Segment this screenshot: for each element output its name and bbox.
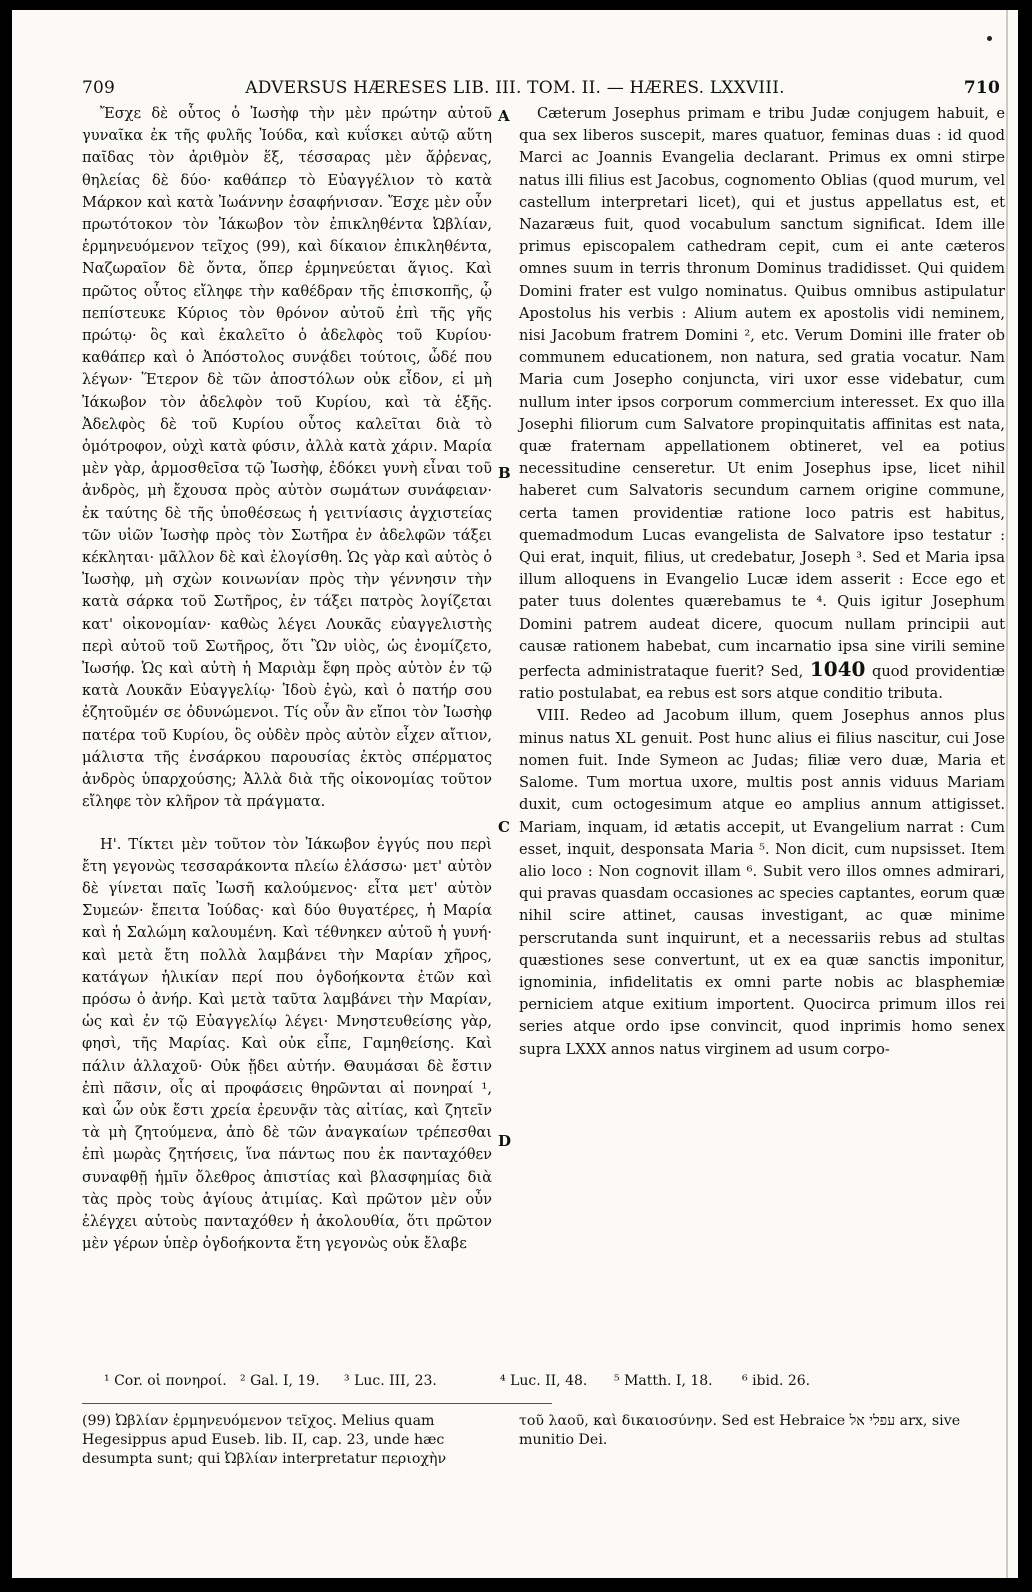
margin-letter-b: B <box>498 464 511 482</box>
ink-speck <box>987 36 992 41</box>
column-number: 1040 <box>809 657 866 682</box>
latin-column <box>519 103 1005 1061</box>
running-header <box>12 78 1018 102</box>
book-page <box>12 10 1018 1578</box>
greek-column <box>82 103 492 1255</box>
editor-note-left <box>82 1412 492 1469</box>
latin-paragraph-2: VIII. Redeo ad Jacobum illum, quem Josephus annos plus minus natus XL genuit. Post hunc alius ei filius nascitur, cui Jose nomen fuit. Inde Symeon ac Judas; filiæ vero duæ, Maria et Salome. Tum mortua uxore, multis post annis viduus Mariam duxit, cum octogesimum atque eo amplius annum attigisset. Mariam, inquam, id ætatis accepit, ut Evangelium narrat : Cum esset, inquit, desponsata Maria ⁵. Non dicit, cum nupsisset. Item alio loco : Non cognovit illam ⁶. Subit vero illos omnes admirari, qui pravas quasdam occasiones ac species captantes, eorum quæ nihil scire attinet, causas investigant, ac quæ minime perscrutanda sunt inquirunt, et a necessariis rebus ad stultas quæstiones sese convertunt, ut ex ea quæ sanctis imponitur, ignominia, infidelitatis ex omni parte nobis ac blasphemiæ perniciem atque exitium importent. Quocirca primum illos rei series atque ordo ipse convincit, quod inprimis homo senex supra LXXX annos natus virginem ad usum corpo- <box>519 707 1005 1058</box>
margin-letter-c: C <box>498 818 510 836</box>
footnote-4: ⁴ Luc. II, 48. <box>500 1373 588 1389</box>
footnote-2: ² Gal. I, 19. <box>240 1373 320 1389</box>
page-number-right: 710 <box>963 78 1000 98</box>
running-title: ADVERSUS HÆRESES LIB. III. TOM. II. — HÆRES. LXXVIII. <box>245 78 785 98</box>
latin-paragraph-1-tail: quod providentiæ ratio postulabat, ea rebus est sors atque conditio tributa. <box>519 663 1006 703</box>
latin-paragraph-1 <box>519 103 1005 705</box>
greek-paragraph-2: Η'. Τίκτει μὲν τοῦτον τὸν Ἰάκωβον ἐγγύς που περὶ ἔτη γεγονὼς τεσσαράκοντα πλείω ἐλάσσω· μετ' αὐτὸν δὲ γίνεται παῖς Ἰωσῆ καλούμενος· εἶτα μετ' αὐτὸν Συμεών· ἔπειτα Ἰούδας· καὶ δύο θυγατέρες, ἡ Μαρία καὶ ἡ Σαλώμη καλουμένη. Καὶ τέθνηκεν αὐτοῦ ἡ γυνή· καὶ μετὰ ἔτη πολλὰ λαμβάνει τὴν Μαρίαν χῆρος, κατάγων ἡλικίαν περί που ὀγδοήκοντα ἐτῶν καὶ πρόσω ὁ ἀνήρ. Καὶ μετὰ ταῦτα λαμβάνει τὴν Μαρίαν, ὡς καὶ ἐν τῷ Εὐαγγελίῳ λέγει· Μνηστευθείσης γὰρ, φησὶ, τῆς Μαρίας. Καὶ οὐκ εἶπε, Γαμηθείσης. Καὶ πάλιν ἀλλαχοῦ· Οὐκ ᾔδει αὐτήν. Θαυμάσαι δὲ ἔστιν ἐπὶ πᾶσιν, οἷς αἱ προφάσεις θηρῶνται αἱ πονηραί ¹, καὶ ὧν οὐκ ἔστι χρεία ἐρευνᾷν τὰς αἰτίας, καὶ ζητεῖν τὰ μὴ ζητούμενα, ἀπὸ δὲ τῶν ἀναγκαίων τρέπεσθαι ἐπὶ μωρὰς ζητήσεις, ἵνα πάντως που ἐκ πανταχόθεν συναφθῇ ἡμῖν ὄλεθρος ἀπιστίας καὶ βλασφημίας διὰ τὰς πρὸς τοὺς ἁγίους ἀτιμίας. Καὶ πρῶτον μὲν οὖν ἐλέγχει αὐτοὺς πανταχόθεν ἡ ἀκολουθία, ὅτι πρῶτον μὲν γέρων ὑπὲρ ὀγδοήκοντα ἔτη γεγονὼς οὐκ ἔλαβε <box>82 835 492 1253</box>
margin-letter-a: A <box>498 107 510 125</box>
footnote-6: ⁶ ibid. 26. <box>742 1373 811 1389</box>
footnote-3: ³ Luc. III, 23. <box>344 1373 437 1389</box>
editor-note-99-continued: τοῦ λαοῦ, καὶ δικαιοσύνην. Sed est Hebraice עפלי אל arx, sive munitio Dei. <box>519 1413 961 1448</box>
editor-note-99: (99) Ὠβλίαν ἑρμηνευόμενον τεῖχος. Melius quam Hegesippus apud Euseb. lib. II, cap. 23, unde hæc desumpta sunt; qui Ὠβλίαν interpretatur περιοχὴν <box>82 1413 447 1467</box>
editor-note-right <box>519 1412 1005 1450</box>
margin-letter-d: D <box>498 1132 512 1150</box>
page-number-left: 709 <box>82 78 116 98</box>
page-edge <box>1006 10 1008 1578</box>
footnote-5: ⁵ Matth. I, 18. <box>614 1373 713 1389</box>
notes-divider <box>82 1403 552 1404</box>
latin-paragraph-1-text: Cæterum Josephus primam e tribu Judæ conjugem habuit, e qua sex liberos suscepit, mares quatuor, feminas duas : id quod Marci ac Joannis Evangelia declarant. Primus ex omni stirpe natus illi filius est Jacobus, cognomento Oblias (quod murum, vel castellum interpretari licet), qui et justus appellatus est, et Nazaræus fuit, quod vocabulum sanctum significat. Idem ille primus episcopalem cathedram cepit, cum ei ante cæteros omnes suum in terris thronum Dominus tradidisset. Qui quidem Domini frater est vulgo nominatus. Quibus omnibus astipulatur Apostolus his verbis : Alium autem ex apostolis vidi neminem, nisi Jacobum fratrem Domini ², etc. Verum Domini ille frater ob communem educationem, non natura, sed gratia vocatur. Nam Maria cum Josepho conjuncta, viri uxor esse videbatur, cum nullum inter ipsos corporum commercium interesset. Ex quo illa Josephi filiorum cum Salvatore propinquitatis affinitas est nata, quæ fraternam appellationem obtineret, vel ea potius necessitudine censeretur. Ut enim Josephus ipse, licet nihil haberet cum Salvatoris secundum carnem origine commune, certa tamen providentiæ ratione loco patris est habitus, quemadmodum Lucas evangelista de Salvatore ipso testatur : Qui erat, inquit, filius, ut credebatur, Joseph ³. Sed et Maria ipsa illum alloquens in Evangelio Lucæ idem asserit : Ecce ego et pater tuus dolentes quærebamus te ⁴. Quis igitur Josephum Domini patrem audeat dicere, quocum nullam principii aut causæ rationem habebat, cum incarnatio ipsa sine virili semine perfecta administrataque fuerit? Sed, <box>519 105 1005 681</box>
greek-paragraph-1: Ἔσχε δὲ οὗτος ὁ Ἰωσὴφ τὴν μὲν πρώτην αὐτοῦ γυναῖκα ἐκ τῆς φυλῆς Ἰούδα, καὶ κυΐσκει αὐτῷ αὕτη παῖδας τὸν ἀριθμὸν ἕξ, τέσσαρας μὲν ἄῤῥενας, θηλείας δὲ δύο· καθάπερ τὸ Εὐαγγέλιον τὸ κατὰ Μάρκον καὶ κατὰ Ἰωάννην ἐσαφήνισαν. Ἔσχε μὲν οὖν πρωτότοκον τὸν Ἰάκωβον τὸν ἐπικληθέντα Ὠβλίαν, ἑρμηνευόμενον τεῖχος (99), καὶ δίκαιον ἐπικληθέντα, Ναζωραῖον δὲ ὄντα, ὅπερ ἑρμηνεύεται ἅγιος. Καὶ πρῶτος οὗτος εἴληφε τὴν καθέδραν τῆς ἐπισκοπῆς, ᾧ πεπίστευκε Κύριος τὸν θρόνον αὐτοῦ ἐπὶ τῆς γῆς πρώτῳ· ὃς καὶ ἐκαλεῖτο ὁ ἀδελφὸς τοῦ Κυρίου· καθάπερ καὶ ὁ Ἀπόστολος συνᾴδει τούτοις, ὧδέ που λέγων· Ἕτερον δὲ τῶν ἀποστόλων οὐκ εἶδον, εἰ μὴ Ἰάκωβον τὸν ἀδελφὸν τοῦ Κυρίου, καὶ τὰ ἑξῆς. Ἀδελφὸς δὲ τοῦ Κυρίου οὗτος καλεῖται διὰ τὸ ὁμότροφον, οὐχὶ κατὰ φύσιν, ἀλλὰ κατὰ χάριν. Μαρία μὲν γὰρ, ἁρμοσθεῖσα τῷ Ἰωσὴφ, ἐδόκει γυνὴ εἶναι τοῦ ἀνδρὸς, μὴ ἔχουσα πρὸς αὐτὸν σωμάτων συνάφειαν· ἐκ ταύτης δὲ τῆς ὑποθέσεως ἡ γειτνίασις ἀγχιστείας τῶν υἱῶν Ἰωσὴφ πρὸς τὸν Σωτῆρα ἐν ἀδελφῶν τάξει κέκληται· μᾶλλον δὲ καὶ ἐλογίσθη. Ὡς γὰρ καὶ αὐτὸς ὁ Ἰωσὴφ, μὴ σχὼν κοινωνίαν πρὸς τὴν γέννησιν τὴν κατὰ σάρκα τοῦ Σωτῆρος, ἐν τάξει πατρὸς λογίζεται κατ' οἰκονομίαν· καθὼς λέγει Λουκᾶς εὐαγγελιστὴς περὶ αὐτοῦ τοῦ Σωτῆρος, ὅτι Ὢν υἱὸς, ὡς ἐνομίζετο, Ἰωσήφ. Ὡς καὶ αὐτὴ ἡ Μαριὰμ ἔφη πρὸς αὐτὸν ἐν τῷ κατὰ Λουκᾶν Εὐαγγελίῳ· Ἰδοὺ ἐγὼ, καὶ ὁ πατήρ σου ἐζητοῦμέν σε ὀδυνώμενοι. Τίς οὖν ἂν εἴποι τὸν Ἰωσὴφ πατέρα τοῦ Κυρίου, ὃς οὐδὲν πρὸς αὐτὸν εἶχεν αἴτιον, μάλιστα τῆς ἐνσάρκου παρουσίας ἐκτὸς σπέρματος ἀνδρὸς ὑπαρχούσης; Ἀλλὰ διὰ τῆς οἰκονομίας τοῦτον εἴληφε τὸν κλῆρον τὰ πράγματα. <box>82 105 492 811</box>
footnote-1: ¹ Cor. οἱ πονηροί. <box>104 1373 227 1389</box>
